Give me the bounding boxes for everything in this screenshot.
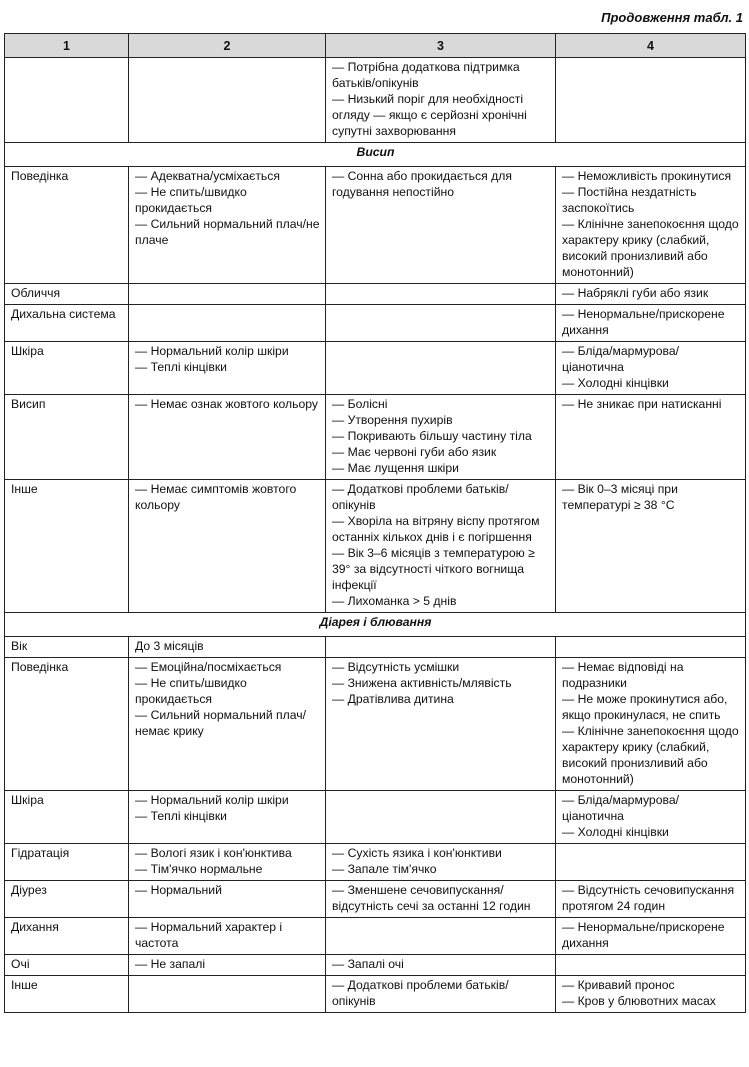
cell-column-3 bbox=[326, 305, 556, 342]
cell-column-4 bbox=[556, 167, 746, 284]
cell-column-2 bbox=[129, 284, 326, 305]
cell-column-4 bbox=[556, 480, 746, 613]
table-row bbox=[5, 918, 746, 955]
cell-line: — Покривають більшу частину тіла bbox=[332, 429, 532, 443]
cell-line: — Відсутність сечовипускання протягом 24 годин bbox=[562, 883, 735, 913]
cell-column-4 bbox=[556, 881, 746, 918]
table-row bbox=[5, 167, 746, 284]
cell-column-2 bbox=[129, 955, 326, 976]
cell-line: — Запале тім'ячко bbox=[332, 862, 437, 876]
table-header-row bbox=[5, 34, 746, 58]
cell-column-3 bbox=[326, 342, 556, 395]
table-row bbox=[5, 305, 746, 342]
cell-line: — Емоційна/посміхається bbox=[135, 660, 282, 674]
row-label: Поведінка bbox=[5, 167, 129, 284]
cell-column-4 bbox=[556, 955, 746, 976]
cell-column-4 bbox=[556, 791, 746, 844]
cell-line: — Теплі кінцівки bbox=[135, 809, 227, 823]
cell-line: — Має червоні губи або язик bbox=[332, 445, 497, 459]
cell-line: — Немає ознак жовтого кольору bbox=[135, 397, 319, 411]
row-label: Вік bbox=[5, 637, 129, 658]
table-body bbox=[5, 58, 746, 1013]
table-caption: Продовження табл. 1 bbox=[601, 10, 743, 25]
cell-line: — Запалі очі bbox=[332, 957, 404, 971]
cell-column-3 bbox=[326, 918, 556, 955]
cell-column-2 bbox=[129, 844, 326, 881]
symptoms-table bbox=[4, 33, 746, 1013]
cell-line: — Додаткові проблеми батьків/опікунів bbox=[332, 482, 509, 512]
table-row bbox=[5, 58, 746, 143]
cell-line: — Сильний нормальний плач/немає крику bbox=[135, 708, 306, 738]
cell-line: — Потрібна додаткова підтримка батьків/опікунів bbox=[332, 60, 520, 90]
section-header-row bbox=[5, 613, 746, 637]
cell-column-2 bbox=[129, 58, 326, 143]
row-label: Інше bbox=[5, 480, 129, 613]
cell-column-2 bbox=[129, 658, 326, 791]
cell-line: — Ненормальне/прискорене дихання bbox=[562, 307, 725, 337]
cell-line: До 3 місяців bbox=[135, 639, 204, 653]
table-row bbox=[5, 955, 746, 976]
cell-line: — Холодні кінцівки bbox=[562, 825, 669, 839]
cell-line: — Додаткові проблеми батьків/опікунів bbox=[332, 978, 509, 1008]
cell-column-4 bbox=[556, 305, 746, 342]
cell-column-3 bbox=[326, 637, 556, 658]
cell-column-3 bbox=[326, 955, 556, 976]
section-title: Діарея і блювання bbox=[5, 613, 746, 637]
cell-line: — Кривавий пронос bbox=[562, 978, 675, 992]
cell-line: — Немає симптомів жовтого кольору bbox=[135, 482, 297, 512]
row-label: Дихання bbox=[5, 918, 129, 955]
column-header-4: 4 bbox=[556, 34, 746, 58]
table-row bbox=[5, 658, 746, 791]
cell-column-2 bbox=[129, 342, 326, 395]
cell-column-2 bbox=[129, 976, 326, 1013]
cell-line: — Утворення пухирів bbox=[332, 413, 453, 427]
cell-column-3 bbox=[326, 395, 556, 480]
cell-column-4 bbox=[556, 284, 746, 305]
cell-column-3 bbox=[326, 881, 556, 918]
section-header-row bbox=[5, 143, 746, 167]
cell-column-3 bbox=[326, 58, 556, 143]
row-label: Обличчя bbox=[5, 284, 129, 305]
cell-column-4 bbox=[556, 918, 746, 955]
cell-line: — Низький поріг для необхідності огляду — якщо є серйозні хронічні супутні захворювання bbox=[332, 92, 527, 138]
table-row bbox=[5, 637, 746, 658]
cell-column-3 bbox=[326, 167, 556, 284]
cell-line: — Не запалі bbox=[135, 957, 206, 971]
cell-column-3 bbox=[326, 844, 556, 881]
row-label bbox=[5, 58, 129, 143]
cell-column-2 bbox=[129, 637, 326, 658]
cell-line: — Нормальний колір шкіри bbox=[135, 793, 289, 807]
table-row bbox=[5, 844, 746, 881]
cell-line: — Постійна нездатність заспокоїтись bbox=[562, 185, 697, 215]
column-header-3: 3 bbox=[326, 34, 556, 58]
cell-column-4 bbox=[556, 976, 746, 1013]
cell-column-4 bbox=[556, 658, 746, 791]
cell-line: — Тім'ячко нормальне bbox=[135, 862, 263, 876]
row-label: Поведінка bbox=[5, 658, 129, 791]
row-label: Інше bbox=[5, 976, 129, 1013]
cell-column-2 bbox=[129, 881, 326, 918]
cell-line: — Сухість язика і кон'юнктиви bbox=[332, 846, 502, 860]
cell-line: — Не спить/швидко прокидається bbox=[135, 676, 247, 706]
cell-column-3 bbox=[326, 284, 556, 305]
table-row bbox=[5, 395, 746, 480]
row-label: Шкіра bbox=[5, 342, 129, 395]
cell-column-3 bbox=[326, 480, 556, 613]
cell-line: — Теплі кінцівки bbox=[135, 360, 227, 374]
cell-line: — Клінічне занепокоєння щодо характеру крику (слабкий, високий пронизливий або монотонний) bbox=[562, 724, 739, 786]
cell-line: — Вік 3–6 місяців з температурою ≥ 39° за відсутності чіткого вогнища інфекції bbox=[332, 546, 535, 592]
table-row bbox=[5, 284, 746, 305]
row-label: Очі bbox=[5, 955, 129, 976]
cell-line: — Не може прокинутися або, якщо прокинулася, не спить bbox=[562, 692, 728, 722]
cell-column-2 bbox=[129, 395, 326, 480]
cell-line: — Не спить/швидко прокидається bbox=[135, 185, 247, 215]
column-header-1: 1 bbox=[5, 34, 129, 58]
cell-line: — Сонна або прокидається для годування непостійно bbox=[332, 169, 512, 199]
cell-line: — Дратівлива дитина bbox=[332, 692, 454, 706]
cell-line: — Вік 0–3 місяці при температурі ≥ 38 °С bbox=[562, 482, 678, 512]
cell-column-2 bbox=[129, 918, 326, 955]
cell-column-3 bbox=[326, 791, 556, 844]
table-row bbox=[5, 881, 746, 918]
table-row bbox=[5, 342, 746, 395]
cell-line: — Відсутність усмішки bbox=[332, 660, 460, 674]
cell-line: — Адекватна/усміхається bbox=[135, 169, 280, 183]
cell-line: — Клінічне занепокоєння щодо характеру крику (слабкий, високий пронизливий або монотонний) bbox=[562, 217, 739, 279]
cell-line: — Ненормальне/прискорене дихання bbox=[562, 920, 725, 950]
cell-line: — Неможливість прокинутися bbox=[562, 169, 732, 183]
cell-column-2 bbox=[129, 305, 326, 342]
cell-line: — Кров у блювотних масах bbox=[562, 994, 716, 1008]
cell-column-4 bbox=[556, 342, 746, 395]
table-row bbox=[5, 480, 746, 613]
row-label: Діурез bbox=[5, 881, 129, 918]
cell-line: — Бліда/мармурова/ ціанотична bbox=[562, 344, 679, 374]
row-label: Гідратація bbox=[5, 844, 129, 881]
section-title: Висип bbox=[5, 143, 746, 167]
cell-line: — Болісні bbox=[332, 397, 388, 411]
row-label: Дихальна система bbox=[5, 305, 129, 342]
cell-column-2 bbox=[129, 480, 326, 613]
row-label: Висип bbox=[5, 395, 129, 480]
cell-column-2 bbox=[129, 167, 326, 284]
cell-line: — Не зникає при натисканні bbox=[562, 397, 722, 411]
cell-line: — Зменшене сечовипускання/відсутність сечі за останні 12 годин bbox=[332, 883, 531, 913]
row-label: Шкіра bbox=[5, 791, 129, 844]
cell-column-3 bbox=[326, 658, 556, 791]
cell-line: — Нормальний характер і частота bbox=[135, 920, 283, 950]
table-row bbox=[5, 976, 746, 1013]
cell-line: — Нормальний bbox=[135, 883, 222, 897]
cell-line: — Набряклі губи або язик bbox=[562, 286, 709, 300]
cell-column-2 bbox=[129, 791, 326, 844]
cell-line: — Знижена активність/млявість bbox=[332, 676, 512, 690]
cell-line: — Бліда/мармурова/ціанотична bbox=[562, 793, 679, 823]
table-row bbox=[5, 791, 746, 844]
cell-line: — Немає відповіді на подразники bbox=[562, 660, 684, 690]
cell-line: — Має лущення шкіри bbox=[332, 461, 459, 475]
cell-column-4 bbox=[556, 844, 746, 881]
cell-column-4 bbox=[556, 58, 746, 143]
cell-line: — Сильний нормальний плач/не плаче bbox=[135, 217, 320, 247]
cell-line: — Лихоманка > 5 днів bbox=[332, 594, 457, 608]
column-header-2: 2 bbox=[129, 34, 326, 58]
cell-line: — Вологі язик і кон'юнктива bbox=[135, 846, 292, 860]
cell-line: — Нормальний колір шкіри bbox=[135, 344, 289, 358]
cell-column-4 bbox=[556, 637, 746, 658]
cell-column-3 bbox=[326, 976, 556, 1013]
cell-line: — Холодні кінцівки bbox=[562, 376, 669, 390]
cell-column-4 bbox=[556, 395, 746, 480]
cell-line: — Хворіла на вітряну віспу протягом останніх кількох днів і є погіршення bbox=[332, 514, 540, 544]
